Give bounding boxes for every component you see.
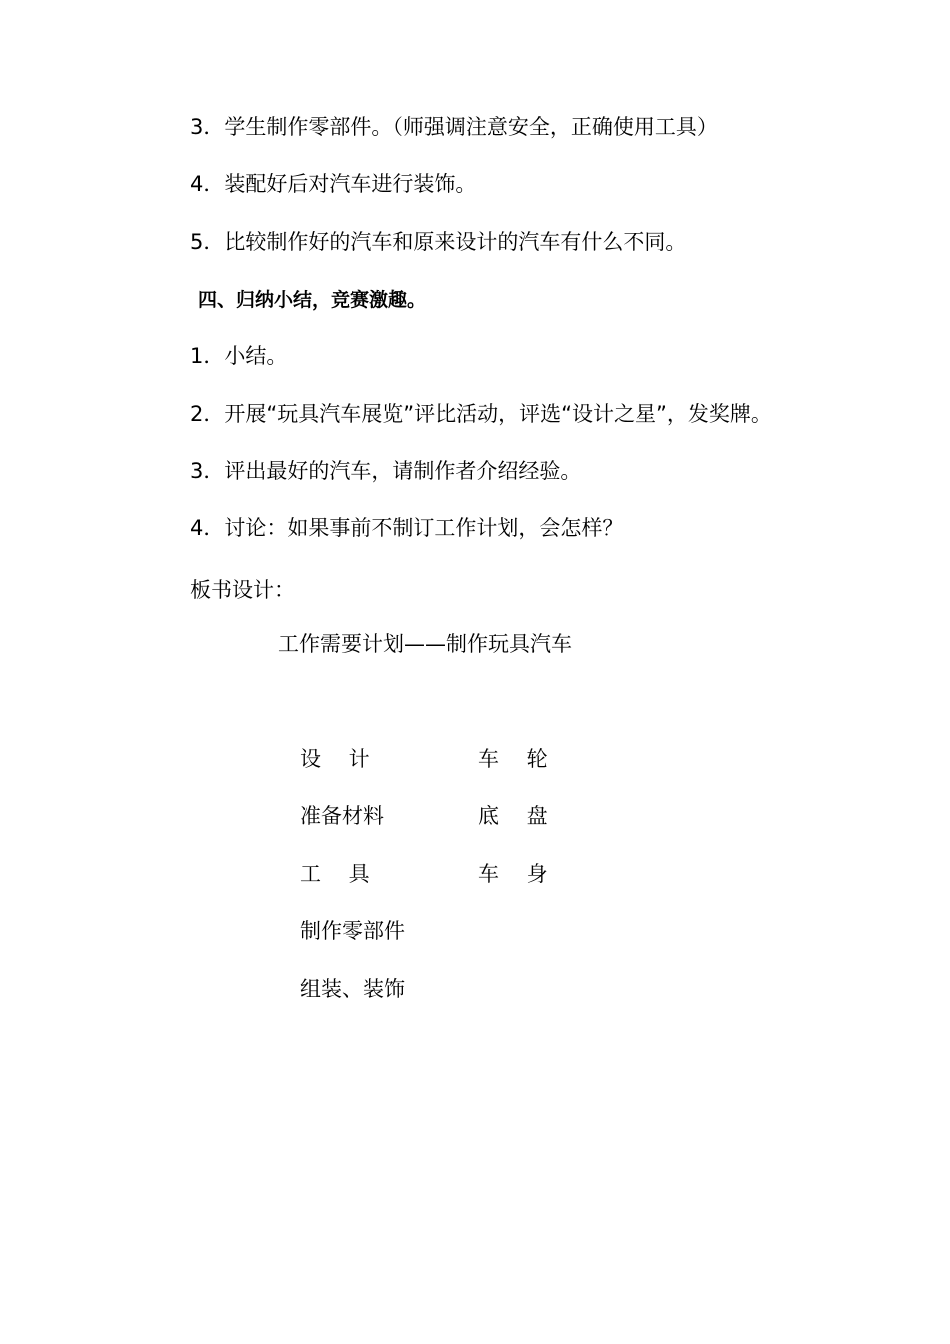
summary-step-3: 3．评出最好的汽车，请制作者介绍经验。 xyxy=(190,459,582,483)
summary-step-4: 4．讨论：如果事前不制订工作计划，会怎样？ xyxy=(190,516,624,540)
step-3-make-parts: 3．学生制作零部件。（师强调注意安全，正确使用工具） xyxy=(190,115,718,139)
board-design-label: 板书设计： xyxy=(190,578,295,602)
board-left-item: 准备材料 xyxy=(300,804,384,828)
board-right-item: 车 轮 xyxy=(478,747,548,771)
board-left-item: 设 计 xyxy=(300,747,370,771)
summary-step-1: 1．小结。 xyxy=(190,344,288,368)
board-left-item: 工 具 xyxy=(300,862,370,886)
board-right-item: 车 身 xyxy=(478,862,548,886)
step-5-compare: 5．比较制作好的汽车和原来设计的汽车有什么不同。 xyxy=(190,230,687,254)
board-title: 工作需要计划——制作玩具汽车 xyxy=(278,632,572,656)
summary-step-2: 2．开展“玩具汽车展览”评比活动，评选“设计之星”，发奖牌。 xyxy=(190,402,772,426)
board-left-item: 制作零部件 xyxy=(300,919,405,943)
board-left-item: 组装、装饰 xyxy=(300,977,405,1001)
section-4-heading: 四、归纳小结，竞赛激趣。 xyxy=(198,289,427,311)
step-4-decorate: 4．装配好后对汽车进行装饰。 xyxy=(190,172,477,196)
board-right-item: 底 盘 xyxy=(478,804,548,828)
